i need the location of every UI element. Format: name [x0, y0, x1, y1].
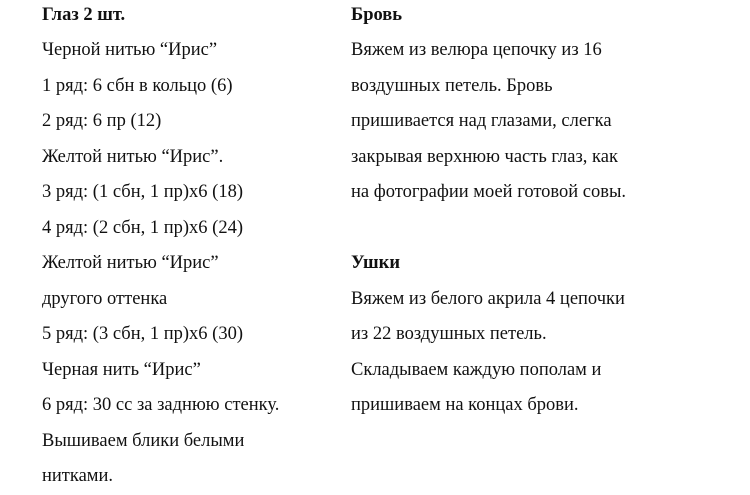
eye-section: [42, 0, 337, 495]
ears-heading: Ушки: [351, 253, 400, 273]
ears-line: Вяжем из белого акрила 4 цепочки: [351, 288, 625, 309]
section-spacer: [351, 211, 746, 247]
eye-line: 3 ряд: (1 сбн, 1 пр)х6 (18): [42, 182, 243, 202]
eye-line: 6 ряд: 30 сс за заднюю стенку.: [42, 395, 280, 415]
eye-line: 5 ряд: (3 сбн, 1 пр)х6 (30): [42, 324, 243, 344]
eye-line: 1 ряд: 6 сбн в кольцо (6): [42, 75, 233, 96]
eye-line: Вышиваем блики белыми: [42, 430, 245, 451]
brow-line: Вяжем из велюра цепочку из 16: [351, 40, 602, 60]
eye-line: нитками.: [42, 466, 114, 486]
ears-line: из 22 воздушных петель.: [351, 324, 547, 344]
ears-line: Складываем каждую пополам и: [351, 359, 602, 380]
eye-line: другого оттенка: [42, 288, 168, 309]
brow-line: закрывая верхнюю часть глаз, как: [351, 146, 618, 167]
eye-line: Желтой нитью “Ирис”.: [42, 146, 224, 167]
brow-ears-section: [351, 0, 746, 424]
brow-line: воздушных петель. Бровь: [351, 75, 553, 96]
eye-line: Черной нитью “Ирис”: [42, 40, 218, 60]
brow-line: на фотографии моей готовой совы.: [351, 182, 627, 202]
eye-line: 4 ряд: (2 сбн, 1 пр)х6 (24): [42, 217, 243, 238]
eye-line: Черная нить “Ирис”: [42, 359, 201, 380]
eye-heading: Глаз 2 шт.: [42, 5, 126, 25]
ears-line: пришиваем на концах брови.: [351, 395, 579, 415]
eye-line: Желтой нитью “Ирис”: [42, 253, 219, 273]
brow-heading: Бровь: [351, 5, 403, 25]
brow-line: пришивается над глазами, слегка: [351, 111, 612, 131]
eye-line: 2 ряд: 6 пр (12): [42, 111, 162, 131]
